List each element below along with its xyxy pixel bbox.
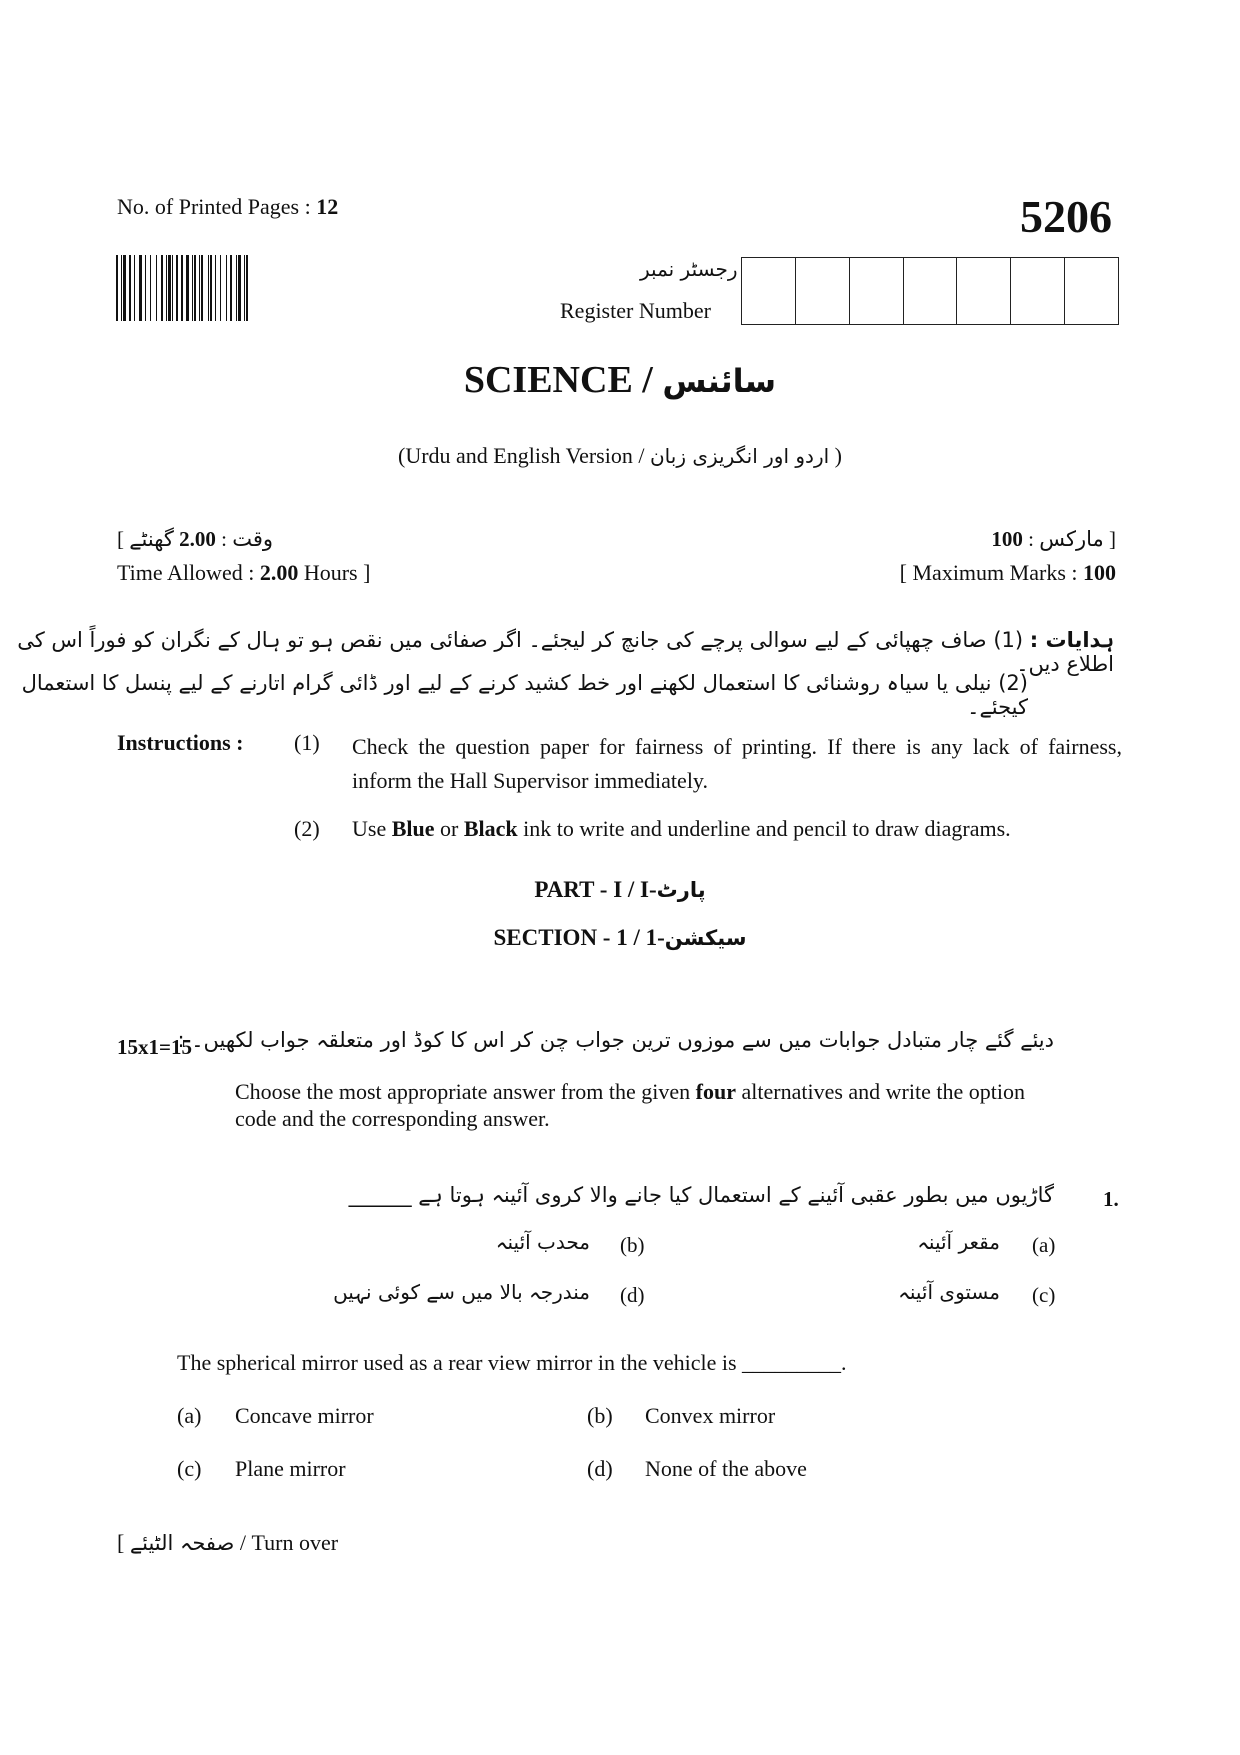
urdu-option-text: مستوی آئینہ — [898, 1280, 1000, 1304]
register-label: Register Number — [560, 298, 711, 323]
version-open: (Urdu and English Version / — [398, 443, 645, 468]
urdu-option-text: مندرجہ بالا میں سے کوئی نہیں — [333, 1280, 590, 1304]
question-instruction: Choose the most appropriate answer from the given four alternatives and write the option code and the corresponding answer. — [235, 1079, 1025, 1131]
urdu-instruction-num: (1) — [993, 628, 1024, 652]
marks-scheme: 15x1=15 — [117, 1035, 192, 1059]
urdu-option-label: (d) — [620, 1283, 645, 1307]
time-urdu-unit: گھنٹے — [129, 527, 174, 551]
footer-open: [ — [117, 1530, 125, 1555]
register-digit-box[interactable] — [849, 258, 903, 324]
marks-label: [ Maximum Marks : — [899, 560, 1078, 585]
question-1-urdu: گاڑیوں میں بطور عقبی آئینے کے استعمال کیا جانے والا کروی آئینہ ہوتا ہے ______ — [348, 1183, 1054, 1207]
part-english: PART - I / I- — [534, 877, 657, 902]
title-urdu: سائنس — [662, 362, 777, 400]
register-number-boxes[interactable] — [741, 257, 1119, 325]
option-label: (d) — [587, 1456, 613, 1481]
urdu-option-text: مقعر آئینہ — [917, 1230, 1000, 1254]
register-digit-box[interactable] — [1010, 258, 1064, 324]
marks-urdu-label: مارکس — [1039, 527, 1104, 551]
time-urdu-label: وقت — [232, 527, 274, 551]
option-text: Concave mirror — [235, 1403, 374, 1428]
register-digit-box[interactable] — [1064, 258, 1118, 324]
version-note — [0, 443, 1240, 469]
turn-over-note — [117, 1530, 338, 1556]
register-digit-box[interactable] — [795, 258, 849, 324]
register-digit-box[interactable] — [742, 258, 795, 324]
printed-pages-value: 12 — [316, 194, 339, 219]
urdu-instruction-text: نیلی یا سیاہ روشنائی کا استعمال لکھنے اور خط کشید کرنے کے لیے اور ڈائی گرام اتارنے کے لیے پنسل کا استعمال کیجئے۔ — [21, 671, 1028, 719]
maximum-marks — [900, 560, 1116, 586]
register-digit-box[interactable] — [903, 258, 957, 324]
time-urdu: [ گھنٹے 2.00 : وقت — [117, 527, 274, 551]
printed-pages-label: No. of Printed Pages : — [117, 194, 311, 219]
part-urdu: پارٹ — [656, 878, 706, 902]
question-instruction-urdu: دیئے گئے چار متبادل جوابات میں سے موزوں ترین جواب چن کر اس کا کوڈ اور متعلقہ جواب لکھیں۔ : — [177, 1028, 1054, 1052]
section-heading — [0, 925, 1240, 951]
marks-urdu: 100 : مارکس ] — [991, 527, 1116, 551]
option-label: (c) — [177, 1456, 202, 1481]
page-title — [0, 358, 1240, 402]
version-close: ) — [834, 443, 842, 468]
barcode — [116, 255, 321, 321]
option-text: Convex mirror — [645, 1403, 776, 1428]
register-label-urdu: رجسٹر نمبر — [640, 257, 738, 281]
paper-code: 5206 — [1020, 191, 1112, 242]
option-text: None of the above — [645, 1456, 807, 1481]
urdu-instruction-text: صاف چھپائی کے لیے سوالی پرچے کی جانچ کر لیجئے۔ اگر صفائی میں نقص ہو تو ہال کے نگران کو فوراً اس کی اطلاع دیں۔ — [17, 628, 1114, 676]
version-urdu: اردو اور انگریزی زبان — [649, 444, 830, 468]
question-1-english: The spherical mirror used as a rear view mirror in the vehicle is _________. — [177, 1350, 847, 1375]
title-english: SCIENCE / — [463, 359, 653, 401]
section-english: SECTION - 1 / 1- — [493, 925, 665, 950]
urdu-instruction-1 — [0, 628, 1114, 676]
section-urdu: سیکشن — [664, 926, 747, 950]
time-allowed — [117, 560, 370, 586]
instruction-2-num: (2) — [294, 816, 320, 841]
urdu-option-label: (c) — [1032, 1283, 1056, 1307]
instruction-2-text: Use Blue or Black ink to write and underline and pencil to draw diagrams. — [352, 816, 1011, 841]
time-urdu-value: 2.00 — [179, 527, 216, 551]
marks-urdu-value: 100 — [991, 527, 1023, 551]
option-text: Plane mirror — [235, 1456, 346, 1481]
instruction-1-num: (1) — [294, 730, 320, 755]
time-value: 2.00 — [259, 560, 299, 585]
urdu-instruction-num: (2) — [998, 671, 1028, 695]
register-digit-box[interactable] — [956, 258, 1010, 324]
time-label: Time Allowed : — [117, 560, 255, 585]
footer-urdu: صفحہ الٹیئے — [129, 1531, 235, 1555]
marks-value: 100 — [1083, 560, 1116, 585]
urdu-option-text: محدب آئینہ — [495, 1230, 590, 1254]
instructions-label: Instructions : — [117, 730, 244, 755]
time-unit: Hours ] — [303, 560, 371, 585]
footer-english: / Turn over — [239, 1530, 339, 1555]
instruction-1-text: Check the question paper for fairness of printing. If there is any lack of fairness, inform the Hall Supervisor immediately. — [352, 734, 1122, 793]
option-label: (b) — [587, 1403, 613, 1428]
urdu-option-label: (b) — [620, 1233, 645, 1257]
urdu-instruction-2 — [0, 671, 1028, 719]
printed-pages-note — [117, 194, 338, 220]
part-heading — [0, 877, 1240, 903]
urdu-option-label: (a) — [1032, 1233, 1056, 1257]
question-number: 1. — [1103, 1187, 1119, 1211]
urdu-instructions-label: ہدایات : — [1029, 628, 1114, 652]
option-label: (a) — [177, 1403, 202, 1428]
